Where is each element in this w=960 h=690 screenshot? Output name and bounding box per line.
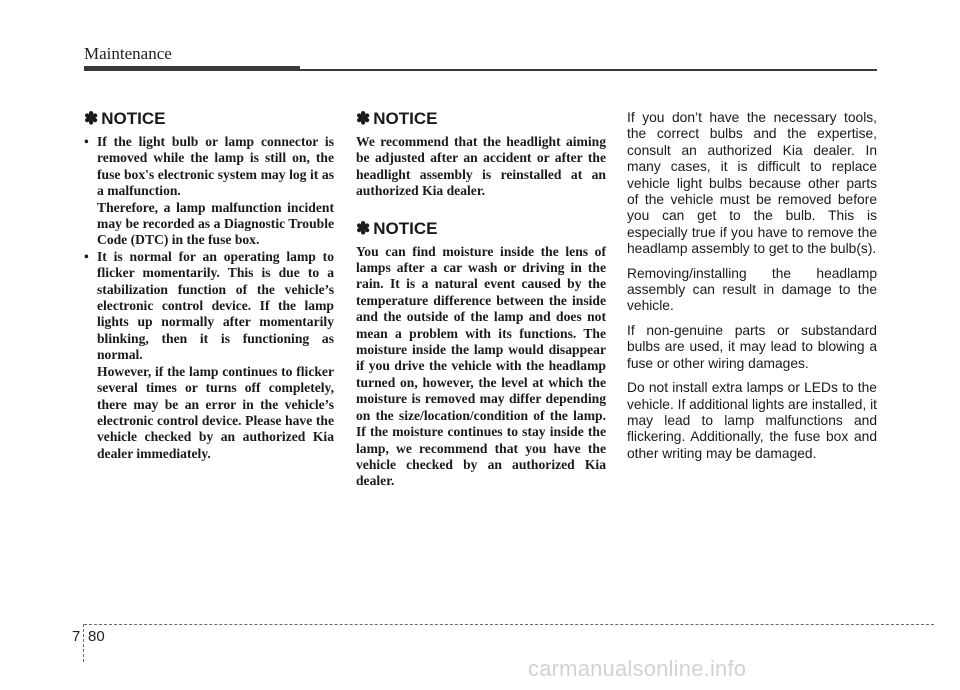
bullet-paragraph: However, if the lamp continues to flicker several times or turns off completely, there may be an error in the vehicle’s electronic control device. Please have the vehicle checked by an authorized Kia dealer immediately. — [97, 363, 334, 461]
header-rule-thick — [84, 66, 300, 71]
column-left — [84, 108, 334, 462]
section-title: Maintenance — [84, 44, 172, 63]
footer-separator — [83, 624, 84, 662]
notice-block — [356, 218, 606, 490]
body-paragraph: Do not install extra lamps or LEDs to the vehicle. If additional lights are installed, it may lead to lamp malfunctions and flickering. Additionally, the fuse box and other writing may be damaged. — [627, 380, 878, 461]
chapter-number: 7 — [72, 628, 81, 645]
bullet-icon: • — [84, 248, 89, 264]
notice-label: NOTICE — [373, 109, 438, 128]
notice-star-icon: ✽ — [84, 109, 99, 128]
body-paragraph: If non-genuine parts or substandard bulbs are used, it may lead to blowing a fuse or other wiring damages. — [627, 322, 877, 371]
footer-rule — [84, 624, 934, 625]
list-item — [84, 134, 334, 249]
notice-heading — [84, 108, 334, 130]
bullet-paragraph: Therefore, a lamp malfunction incident may be recorded as a Diagnostic Trouble Code (DTC) in the fuse box. — [97, 199, 334, 248]
list-item — [84, 249, 334, 462]
body-paragraph: Removing/installing the headlamp assembly can result in damage to the vehicle. — [627, 265, 877, 314]
column-middle — [356, 108, 606, 490]
bullet-paragraph: It is normal for an operating lamp to flicker momentarily. This is due to a stabilization function of the vehicle’s electronic control device. If the lamp lights up normally after momentarily blinking, then it is functioning as normal. — [97, 248, 334, 363]
header-rule-thin — [300, 69, 877, 71]
column-right — [627, 110, 877, 470]
notice-heading — [356, 108, 606, 130]
notice-star-icon: ✽ — [356, 218, 371, 238]
notice-label: NOTICE — [101, 109, 166, 128]
page-number: 80 — [88, 628, 105, 645]
bullet-icon: • — [84, 134, 89, 149]
notice-label: NOTICE — [373, 218, 438, 238]
notice-body: We recommend that the headlight aiming be adjusted after an accident or after the headlight assembly is reinstalled at an authorized Kia dealer. — [356, 134, 606, 199]
notice-heading — [356, 218, 606, 240]
body-paragraph: If you don’t have the necessary tools, the correct bulbs and the expertise, consult an authorized Kia dealer. In many cases, it is difficult to replace vehicle light bulbs because other parts of the vehicle must be removed before you can get to the bulb. This is especially true if you have to remove the headlamp assembly to get to the bulb(s). — [627, 110, 877, 257]
watermark: carmanualsonline.info — [528, 656, 747, 681]
notice-star-icon: ✽ — [356, 109, 371, 128]
notice-bullet-list — [84, 134, 334, 462]
notice-body: You can find moisture inside the lens of lamps after a car wash or driving in the rain. It is a natural event caused by the temperature difference between the inside and the outside of the lamp and does not mean a problem with its functions. The moisture inside the lamp would disappear if you drive the vehicle with the headlamp turned on, however, the level at which the moisture is removed may differ depending on the size/location/condition of the lamp. If the moisture continues to stay inside the lamp, we recommend that you have the vehicle checked by an authorized Kia dealer. — [356, 243, 606, 489]
bullet-paragraph: If the light bulb or lamp connector is removed while the lamp is still on, the fuse box's electronic system may log it as a malfunction. — [97, 134, 334, 199]
